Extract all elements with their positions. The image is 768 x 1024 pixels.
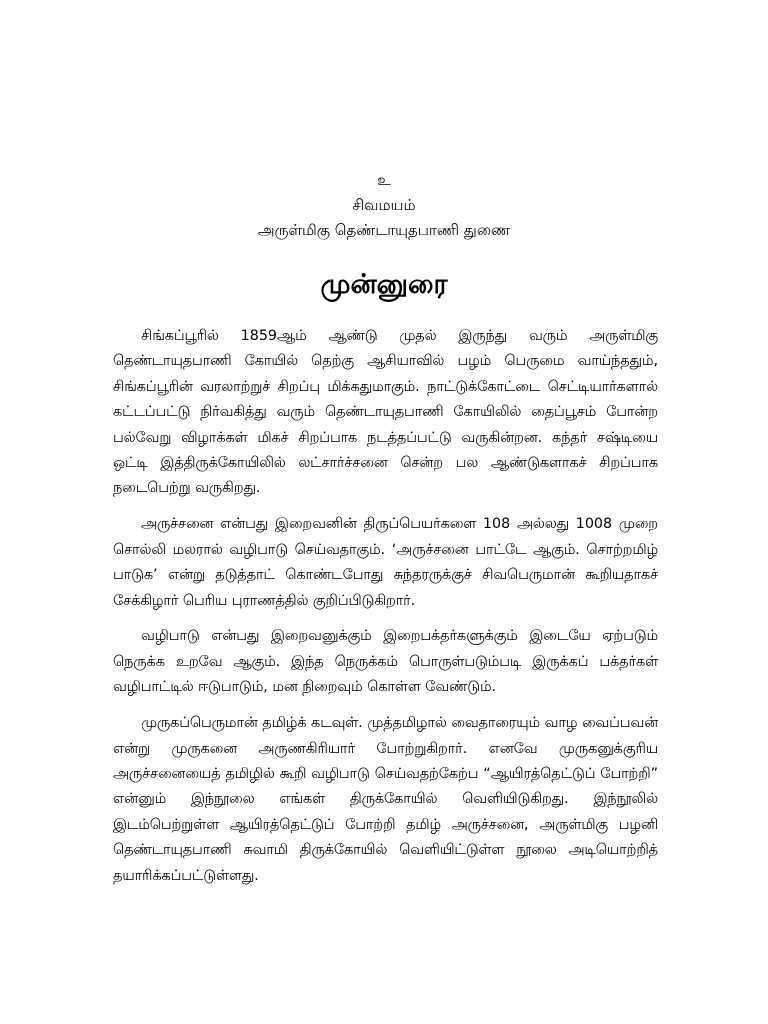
pillaiyar-suzhi-mark: உ (377, 171, 391, 189)
invocation-heading: அருள்மிகு தெண்டாயுதபாணி துணை (257, 221, 511, 239)
paragraph-1: சிங்கப்பூரில் 1859ஆம் ஆண்டு முதல் இருந்து வரும் அருள்மிகு தெண்டாயுதபாணி கோயில் தெற்கு ஆசியாவில் பழம் பெருமை வாய்ந்ததும், சிங்கப்பூரின் வரலாற்றுச் சிறப்பு மிக்கதுமாகும். நாட்டுக்கோட்டை செட்டியார்களால் கட்டப்பட்டு நிர்வகித்து வரும் தெண்டாயுதபாணி கோயிலில் தைப்பூசம் போன்ற பல்வேறு விழாக்கள் மிகச் சிறப்பாக நடத்தப்பட்டு வருகின்றன. கந்தர் சஷ்டியை ஒட்டி இத்திருக்கோயிலில் லட்சார்ச்சனை சென்ற பல ஆண்டுகளாகச் சிறப்பாக நடைபெற்று வருகிறது. (113, 328, 658, 497)
paragraph-4: முருகப்பெருமான் தமிழ்க் கடவுள். முத்தமிழால் வைதாரையும் வாழ வைப்பவன் என்று முருகனை அருணகிரியார் போற்றுகிறார். எனவே முருகனுக்குரிய அருச்சனையைத் தமிழில் கூறி வழிபாடு செய்வதற்கேற்ப “ஆயிரத்தெட்டுப் போற்றி” என்னும் இந்நூலை எங்கள் திருக்கோயில் வெளியிடுகிறது. இந்நூலில் இடம்பெற்றுள்ள ஆயிரத்தெட்டுப் போற்றி தமிழ் அருச்சனை, அருள்மிகு பழனி தெண்டாயுதபாணி சுவாமி திருக்கோயில் வெளியிட்டுள்ள நூலை அடியொற்றித் தயாரிக்கப்பட்டுள்ளது. (113, 715, 658, 884)
paragraph-3: வழிபாடு என்பது இறைவனுக்கும் இறைபக்தர்களுக்கும் இடையே ஏற்படும் நெருக்க உறவே ஆகும். இந்த நெருக்கம் பொருள்படும்படி இருக்கப் பக்தர்கள் வழிபாட்டில் ஈடுபாடும், மன நிறைவும் கொள்ள வேண்டும். (113, 628, 658, 696)
body-text (113, 324, 658, 889)
page-title: முன்னுரை (320, 269, 448, 300)
paragraph-2: அருச்சனை என்பது இறைவனின் திருப்பெயர்களை 108 அல்லது 1008 முறை சொல்லி மலரால் வழிபாடு செய்வதாகும். ‘அருச்சனை பாட்டே ஆகும். சொற்றமிழ் பாடுக’ என்று தடுத்தாட் கொண்டபோது சுந்தரருக்குச் சிவபெருமான் கூறியதாகச் சேக்கிழார் பெரிய புராணத்தில் குறிப்பிடுகிறார். (113, 516, 658, 609)
sivamayam-heading: சிவமயம் (352, 196, 416, 214)
